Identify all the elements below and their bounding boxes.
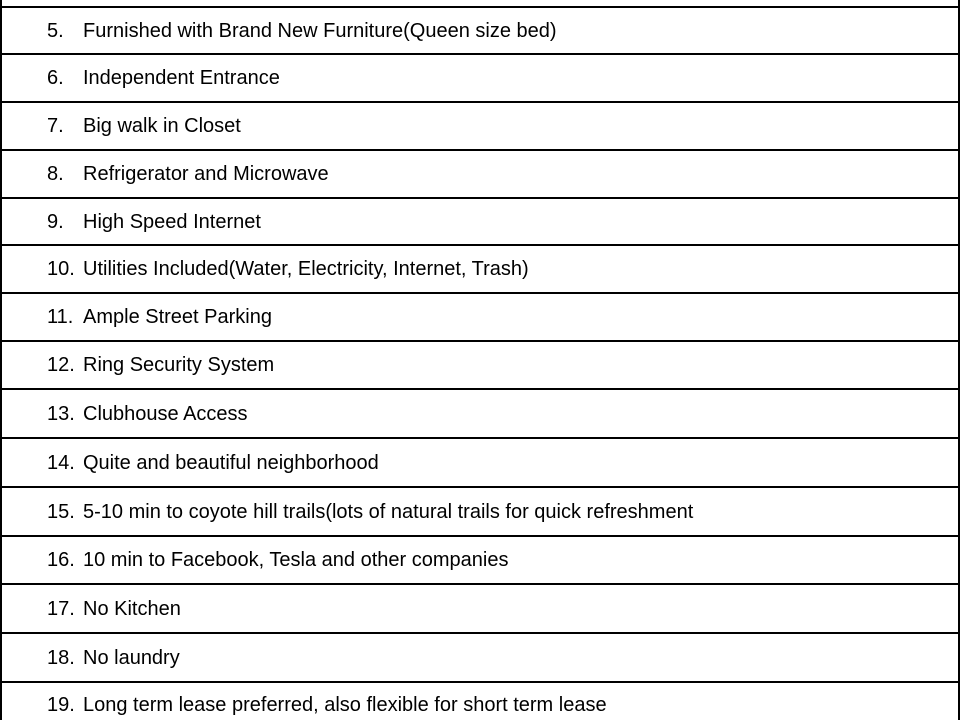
item-text: Long term lease preferred, also flexible for short term lease bbox=[83, 694, 607, 716]
item-text: Clubhouse Access bbox=[83, 402, 248, 425]
item-text: No laundry bbox=[83, 646, 180, 669]
list-item bbox=[2, 634, 958, 683]
list-item bbox=[2, 390, 958, 439]
item-number: 9. bbox=[47, 210, 64, 233]
item-text: Furnished with Brand New Furniture(Queen size bed) bbox=[83, 19, 557, 42]
item-number: 5. bbox=[47, 19, 64, 42]
item-number: 11. bbox=[47, 306, 74, 328]
item-text: Utilities Included(Water, Electricity, Internet, Trash) bbox=[83, 258, 529, 280]
item-text: Ring Security System bbox=[83, 354, 275, 376]
list-item bbox=[2, 151, 958, 199]
item-number: 15. bbox=[47, 500, 75, 523]
list-item bbox=[2, 294, 958, 342]
item-number: 10. bbox=[47, 258, 75, 280]
list-item bbox=[2, 342, 958, 390]
item-number: 8. bbox=[47, 163, 64, 185]
item-number: 14. bbox=[47, 451, 75, 474]
item-text: Ample Street Parking bbox=[83, 306, 272, 328]
item-number: 7. bbox=[47, 115, 64, 137]
item-text: 5-10 min to coyote hill trails(lots of natural trails for quick refreshment bbox=[83, 500, 694, 523]
item-number: 12. bbox=[47, 354, 75, 376]
list-item bbox=[2, 103, 958, 151]
item-number: 6. bbox=[47, 67, 64, 89]
item-text: Independent Entrance bbox=[83, 67, 280, 89]
item-text: 10 min to Facebook, Tesla and other companies bbox=[83, 549, 509, 571]
item-number: 16. bbox=[47, 549, 75, 571]
item-text: Big walk in Closet bbox=[83, 115, 241, 137]
item-number: 13. bbox=[47, 402, 75, 425]
list-item bbox=[2, 55, 958, 103]
list-item bbox=[2, 199, 958, 246]
item-text: Quite and beautiful neighborhood bbox=[83, 451, 379, 474]
item-number: 18. bbox=[47, 646, 75, 669]
list-item bbox=[2, 246, 958, 294]
item-number: 19. bbox=[47, 694, 75, 716]
list-item bbox=[2, 439, 958, 488]
list-item bbox=[2, 8, 958, 55]
list-item bbox=[2, 488, 958, 537]
list-item bbox=[2, 537, 958, 585]
item-text: Refrigerator and Microwave bbox=[83, 163, 329, 185]
item-text: No Kitchen bbox=[83, 597, 181, 620]
list-item bbox=[2, 683, 958, 720]
item-text: High Speed Internet bbox=[83, 210, 261, 233]
item-number: 17. bbox=[47, 597, 75, 620]
list-item bbox=[2, 585, 958, 634]
